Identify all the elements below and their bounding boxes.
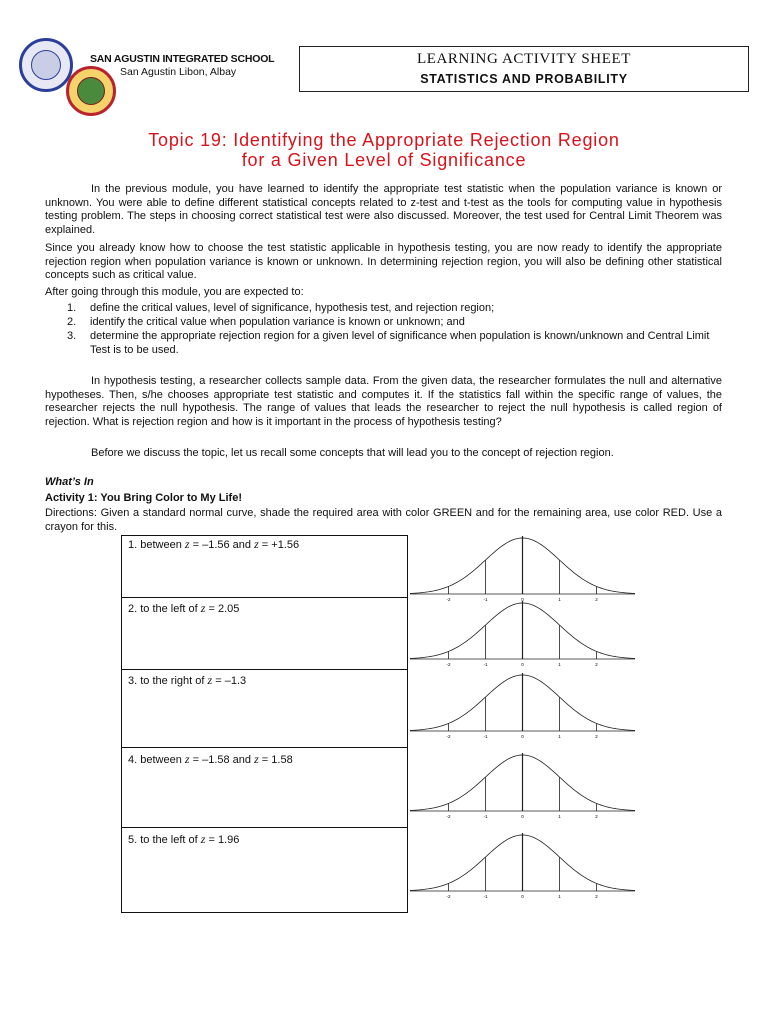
normal-curve-1 bbox=[410, 530, 635, 603]
curve-tick-label: 1 bbox=[558, 814, 561, 819]
deped-seal-logo bbox=[19, 38, 73, 92]
table-row-item-3: 3. to the right of z = –1.3 bbox=[128, 673, 247, 687]
objective-text: define the critical values, level of significance, hypothesis test, and rejection region; bbox=[90, 302, 495, 314]
curve-tick-label: 0 bbox=[521, 894, 524, 899]
directions-label: Directions: bbox=[45, 507, 97, 519]
objective-item bbox=[45, 330, 722, 358]
intro-paragraph-3: After going through this module, you are expected to: bbox=[45, 286, 304, 298]
curve-tick-label: 1 bbox=[558, 662, 561, 667]
objective-item bbox=[45, 302, 722, 316]
topic-title-line1: Topic 19: Identifying the Appropriate Rejection Region bbox=[148, 130, 620, 150]
objective-text: identify the critical value when population variance is known or unknown; and bbox=[90, 316, 465, 328]
directions-text: Given a standard normal curve, shade the required area with color GREEN and for the remaining area, use color RED. Use a crayon for this. bbox=[45, 507, 722, 533]
table-row-item-5: 5. to the left of z = 1.96 bbox=[128, 832, 240, 846]
curve-tick-label: -2 bbox=[446, 894, 451, 899]
normal-curve-2 bbox=[410, 595, 635, 668]
curve-tick-label: 1 bbox=[558, 894, 561, 899]
curve-tick-label: -2 bbox=[446, 662, 451, 667]
curve-tick-label: 0 bbox=[521, 814, 524, 819]
curve-tick-label: -1 bbox=[483, 814, 488, 819]
objective-number: 3. bbox=[67, 330, 77, 342]
curve-tick-label: -2 bbox=[446, 597, 451, 602]
section-heading-whats-in: What’s In bbox=[45, 476, 94, 488]
objective-number: 2. bbox=[67, 316, 77, 328]
table-row-item-1: 1. between z = –1.56 and z = +1.56 bbox=[128, 537, 300, 551]
curve-tick-label: -1 bbox=[483, 597, 488, 602]
curve-tick-label: 1 bbox=[558, 597, 561, 602]
curve-tick-label: 2 bbox=[595, 597, 598, 602]
curve-tick-label: -1 bbox=[483, 734, 488, 739]
activity-table bbox=[121, 535, 408, 913]
curve-tick-label: 0 bbox=[521, 662, 524, 667]
school-seal-logo bbox=[66, 66, 116, 116]
objective-number: 1. bbox=[67, 302, 77, 314]
normal-curve-5 bbox=[410, 827, 635, 900]
curve-tick-label: 1 bbox=[558, 734, 561, 739]
table-row-item-4: 4. between z = –1.58 and z = 1.58 bbox=[128, 752, 293, 766]
activity-title: Activity 1: You Bring Color to My Life! bbox=[45, 492, 242, 504]
table-row-divider bbox=[121, 747, 408, 748]
objective-text: determine the appropriate rejection region for a given level of significance when population is known/unknown and Central Limit Test is to be used. bbox=[90, 330, 710, 356]
curve-tick-label: 2 bbox=[595, 662, 598, 667]
curve-tick-label: -2 bbox=[446, 734, 451, 739]
curve-tick-label: 2 bbox=[595, 734, 598, 739]
curve-tick-label: -1 bbox=[483, 662, 488, 667]
curve-tick-label: 2 bbox=[595, 894, 598, 899]
curve-tick-label: -2 bbox=[446, 814, 451, 819]
curve-tick-label: 2 bbox=[595, 814, 598, 819]
objective-item bbox=[45, 316, 722, 330]
school-name: SAN AGUSTIN INTEGRATED SCHOOL bbox=[90, 53, 275, 65]
curve-tick-label: 0 bbox=[521, 597, 524, 602]
normal-curve-3 bbox=[410, 667, 635, 740]
school-address: San Agustin Libon, Albay bbox=[120, 66, 237, 78]
normal-curve-4 bbox=[410, 747, 635, 820]
intro-paragraph-4: In hypothesis testing, a researcher collects sample data. From the given data, the researcher formulates the null and alternative hypotheses. Then, s/he chooses appropriate test statistic and computes it. If the statistics fall within the specific range of values, the researcher rejects the null hypothesis. The range of values that leads the researcher to reject the null hypothesis is called region of rejection. What is rejection region and how is it important in the process of hypothesis testing? bbox=[45, 375, 722, 428]
topic-title-line2: for a Given Level of Significance bbox=[241, 150, 527, 170]
curve-tick-label: -1 bbox=[483, 894, 488, 899]
intro-paragraph-1: In the previous module, you have learned to identify the appropriate test statistic when the population variance is known or unknown. You were able to define different statistical concepts related to z-test and t-test as the tools for computing value in hypothesis testing problem. The steps in choosing correct statistical test were also discussed. Moreover, the test used for Central Limit Theorem was explained. bbox=[45, 183, 722, 236]
curve-tick-label: 0 bbox=[521, 734, 524, 739]
subject-title: STATISTICS AND PROBABILITY bbox=[420, 72, 628, 86]
intro-paragraph-2: Since you already know how to choose the test statistic applicable in hypothesis testing, you are now ready to identify the appropriate rejection region when population variance is known or unknown. In determining rejection region, you will also be defining other statistical concepts such as critical value. bbox=[45, 242, 722, 282]
table-row-divider bbox=[121, 597, 408, 598]
sheet-title: LEARNING ACTIVITY SHEET bbox=[416, 51, 632, 67]
table-row-divider bbox=[121, 827, 408, 828]
table-row-divider bbox=[121, 669, 408, 670]
table-row-item-2: 2. to the left of z = 2.05 bbox=[128, 601, 240, 615]
intro-paragraph-5: Before we discuss the topic, let us recall some concepts that will lead you to the concept of rejection region. bbox=[91, 447, 614, 459]
